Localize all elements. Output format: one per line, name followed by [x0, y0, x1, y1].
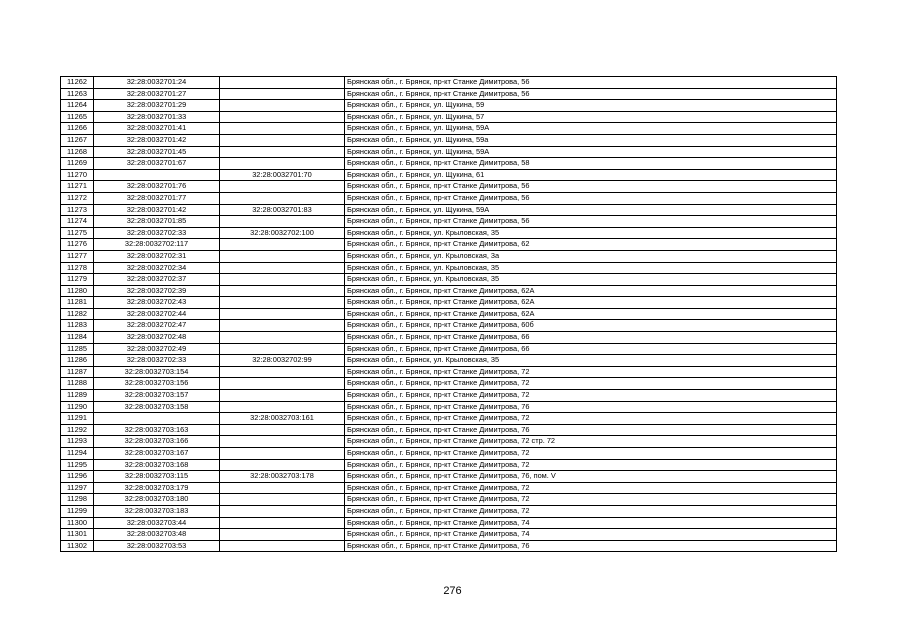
cadastral-number-cell	[94, 169, 220, 181]
related-cadastral-number-cell	[220, 401, 345, 413]
cadastral-number-cell: 32:28:0032703:48	[94, 529, 220, 541]
table-row	[61, 332, 837, 344]
row-number-cell: 11283	[61, 320, 94, 332]
cadastral-number-cell: 32:28:0032701:33	[94, 111, 220, 123]
table-row	[61, 146, 837, 158]
related-cadastral-number-cell	[220, 320, 345, 332]
table-row	[61, 390, 837, 402]
cadastral-number-cell: 32:28:0032702:37	[94, 274, 220, 286]
cadastral-number-cell: 32:28:0032701:67	[94, 158, 220, 170]
row-number-cell: 11289	[61, 390, 94, 402]
address-cell: Брянская обл., г. Брянск, пр-кт Станке Димитрова, 56	[345, 77, 837, 89]
row-number-cell: 11295	[61, 459, 94, 471]
row-number-cell: 11297	[61, 482, 94, 494]
related-cadastral-number-cell	[220, 482, 345, 494]
address-cell: Брянская обл., г. Брянск, пр-кт Станке Димитрова, 66	[345, 343, 837, 355]
row-number-cell: 11287	[61, 366, 94, 378]
table-row	[61, 471, 837, 483]
address-cell: Брянская обл., г. Брянск, пр-кт Станке Димитрова, 62А	[345, 308, 837, 320]
address-cell: Брянская обл., г. Брянск, ул. Щукина, 59А	[345, 204, 837, 216]
cadastral-number-cell: 32:28:0032703:180	[94, 494, 220, 506]
row-number-cell: 11291	[61, 413, 94, 425]
cadastral-number-cell: 32:28:0032703:44	[94, 517, 220, 529]
related-cadastral-number-cell	[220, 250, 345, 262]
table-row	[61, 494, 837, 506]
related-cadastral-number-cell	[220, 390, 345, 402]
address-cell: Брянская обл., г. Брянск, пр-кт Станке Димитрова, 72	[345, 482, 837, 494]
table-row	[61, 482, 837, 494]
related-cadastral-number-cell	[220, 88, 345, 100]
row-number-cell: 11285	[61, 343, 94, 355]
table-row	[61, 262, 837, 274]
cadastral-number-cell	[94, 413, 220, 425]
address-cell: Брянская обл., г. Брянск, ул. Щукина, 61	[345, 169, 837, 181]
related-cadastral-number-cell	[220, 100, 345, 112]
table-row	[61, 436, 837, 448]
cadastral-number-cell: 32:28:0032703:158	[94, 401, 220, 413]
cadastral-number-cell: 32:28:0032701:77	[94, 192, 220, 204]
table-row	[61, 378, 837, 390]
related-cadastral-number-cell	[220, 134, 345, 146]
row-number-cell: 11293	[61, 436, 94, 448]
cadastral-number-cell: 32:28:0032701:42	[94, 204, 220, 216]
cadastral-number-cell: 32:28:0032702:49	[94, 343, 220, 355]
related-cadastral-number-cell	[220, 239, 345, 251]
related-cadastral-number-cell	[220, 459, 345, 471]
related-cadastral-number-cell	[220, 378, 345, 390]
table-row	[61, 297, 837, 309]
cadastral-number-cell: 32:28:0032702:39	[94, 285, 220, 297]
row-number-cell: 11279	[61, 274, 94, 286]
row-number-cell: 11298	[61, 494, 94, 506]
row-number-cell: 11263	[61, 88, 94, 100]
row-number-cell: 11296	[61, 471, 94, 483]
related-cadastral-number-cell	[220, 111, 345, 123]
address-cell: Брянская обл., г. Брянск, пр-кт Станке Димитрова, 56	[345, 216, 837, 228]
row-number-cell: 11271	[61, 181, 94, 193]
address-cell: Брянская обл., г. Брянск, пр-кт Станке Димитрова, 58	[345, 158, 837, 170]
address-cell: Брянская обл., г. Брянск, пр-кт Станке Димитрова, 56	[345, 192, 837, 204]
row-number-cell: 11277	[61, 250, 94, 262]
table-row	[61, 343, 837, 355]
row-number-cell: 11276	[61, 239, 94, 251]
cadastral-number-cell: 32:28:0032701:45	[94, 146, 220, 158]
cadastral-number-cell: 32:28:0032702:117	[94, 239, 220, 251]
row-number-cell: 11265	[61, 111, 94, 123]
cadastral-number-cell: 32:28:0032702:33	[94, 355, 220, 367]
related-cadastral-number-cell: 32:28:0032701:83	[220, 204, 345, 216]
related-cadastral-number-cell	[220, 366, 345, 378]
cadastral-number-cell: 32:28:0032701:29	[94, 100, 220, 112]
related-cadastral-number-cell	[220, 158, 345, 170]
cadastral-number-cell: 32:28:0032702:47	[94, 320, 220, 332]
row-number-cell: 11274	[61, 216, 94, 228]
cadastral-number-cell: 32:28:0032703:179	[94, 482, 220, 494]
address-cell: Брянская обл., г. Брянск, ул. Щукина, 59А	[345, 123, 837, 135]
related-cadastral-number-cell: 32:28:0032701:70	[220, 169, 345, 181]
address-cell: Брянская обл., г. Брянск, пр-кт Станке Димитрова, 72	[345, 390, 837, 402]
address-cell: Брянская обл., г. Брянск, пр-кт Станке Димитрова, 62	[345, 239, 837, 251]
row-number-cell: 11278	[61, 262, 94, 274]
cadastral-number-cell: 32:28:0032703:168	[94, 459, 220, 471]
address-cell: Брянская обл., г. Брянск, пр-кт Станке Димитрова, 60б	[345, 320, 837, 332]
table-row	[61, 100, 837, 112]
row-number-cell: 11302	[61, 540, 94, 552]
table-row	[61, 158, 837, 170]
table-row	[61, 517, 837, 529]
address-cell: Брянская обл., г. Брянск, пр-кт Станке Димитрова, 62А	[345, 297, 837, 309]
row-number-cell: 11275	[61, 227, 94, 239]
row-number-cell: 11268	[61, 146, 94, 158]
related-cadastral-number-cell	[220, 529, 345, 541]
table-row	[61, 529, 837, 541]
related-cadastral-number-cell	[220, 262, 345, 274]
table-row	[61, 355, 837, 367]
table-row	[61, 250, 837, 262]
cadastral-number-cell: 32:28:0032703:115	[94, 471, 220, 483]
row-number-cell: 11269	[61, 158, 94, 170]
address-cell: Брянская обл., г. Брянск, пр-кт Станке Димитрова, 72	[345, 459, 837, 471]
address-cell: Брянская обл., г. Брянск, пр-кт Станке Димитрова, 72	[345, 378, 837, 390]
address-cell: Брянская обл., г. Брянск, пр-кт Станке Димитрова, 74	[345, 517, 837, 529]
page-number: 276	[443, 585, 462, 597]
related-cadastral-number-cell: 32:28:0032702:99	[220, 355, 345, 367]
row-number-cell: 11262	[61, 77, 94, 89]
address-cell: Брянская обл., г. Брянск, ул. Щукина, 59а	[345, 134, 837, 146]
cadastral-number-cell: 32:28:0032703:167	[94, 448, 220, 460]
address-cell: Брянская обл., г. Брянск, пр-кт Станке Димитрова, 72	[345, 413, 837, 425]
address-cell: Брянская обл., г. Брянск, пр-кт Станке Димитрова, 74	[345, 529, 837, 541]
row-number-cell: 11273	[61, 204, 94, 216]
table-row	[61, 308, 837, 320]
table-row	[61, 459, 837, 471]
row-number-cell: 11301	[61, 529, 94, 541]
table-row	[61, 204, 837, 216]
related-cadastral-number-cell	[220, 494, 345, 506]
row-number-cell: 11272	[61, 192, 94, 204]
cadastral-number-cell: 32:28:0032701:24	[94, 77, 220, 89]
table-row	[61, 239, 837, 251]
table-row	[61, 448, 837, 460]
row-number-cell: 11292	[61, 424, 94, 436]
table-row	[61, 181, 837, 193]
cadastral-number-cell: 32:28:0032701:41	[94, 123, 220, 135]
cadastral-register-table	[60, 76, 837, 552]
row-number-cell: 11300	[61, 517, 94, 529]
related-cadastral-number-cell: 32:28:0032703:178	[220, 471, 345, 483]
table-row	[61, 401, 837, 413]
cadastral-number-cell: 32:28:0032701:85	[94, 216, 220, 228]
table-row	[61, 366, 837, 378]
related-cadastral-number-cell	[220, 216, 345, 228]
address-cell: Брянская обл., г. Брянск, пр-кт Станке Димитрова, 72 стр. 72	[345, 436, 837, 448]
address-cell: Брянская обл., г. Брянск, пр-кт Станке Димитрова, 62А	[345, 285, 837, 297]
cadastral-number-cell: 32:28:0032703:163	[94, 424, 220, 436]
related-cadastral-number-cell: 32:28:0032703:161	[220, 413, 345, 425]
address-cell: Брянская обл., г. Брянск, пр-кт Станке Димитрова, 76, пом. V	[345, 471, 837, 483]
row-number-cell: 11280	[61, 285, 94, 297]
cadastral-number-cell: 32:28:0032702:34	[94, 262, 220, 274]
row-number-cell: 11267	[61, 134, 94, 146]
register-table-body	[61, 77, 837, 552]
table-row	[61, 123, 837, 135]
cadastral-number-cell: 32:28:0032703:154	[94, 366, 220, 378]
address-cell: Брянская обл., г. Брянск, ул. Крыловская, 3а	[345, 250, 837, 262]
address-cell: Брянская обл., г. Брянск, пр-кт Станке Димитрова, 76	[345, 424, 837, 436]
cadastral-number-cell: 32:28:0032702:43	[94, 297, 220, 309]
related-cadastral-number-cell: 32:28:0032702:100	[220, 227, 345, 239]
address-cell: Брянская обл., г. Брянск, ул. Крыловская, 35	[345, 355, 837, 367]
cadastral-number-cell: 32:28:0032703:183	[94, 505, 220, 517]
cadastral-number-cell: 32:28:0032702:44	[94, 308, 220, 320]
row-number-cell: 11290	[61, 401, 94, 413]
cadastral-number-cell: 32:28:0032702:33	[94, 227, 220, 239]
table-row	[61, 285, 837, 297]
address-cell: Брянская обл., г. Брянск, ул. Крыловская, 35	[345, 274, 837, 286]
row-number-cell: 11284	[61, 332, 94, 344]
table-row	[61, 320, 837, 332]
related-cadastral-number-cell	[220, 436, 345, 448]
row-number-cell: 11299	[61, 505, 94, 517]
row-number-cell: 11270	[61, 169, 94, 181]
related-cadastral-number-cell	[220, 77, 345, 89]
row-number-cell: 11266	[61, 123, 94, 135]
table-row	[61, 77, 837, 89]
related-cadastral-number-cell	[220, 285, 345, 297]
cadastral-number-cell: 32:28:0032701:76	[94, 181, 220, 193]
table-row	[61, 505, 837, 517]
cadastral-number-cell: 32:28:0032703:157	[94, 390, 220, 402]
related-cadastral-number-cell	[220, 123, 345, 135]
address-cell: Брянская обл., г. Брянск, пр-кт Станке Димитрова, 76	[345, 401, 837, 413]
address-cell: Брянская обл., г. Брянск, пр-кт Станке Димитрова, 56	[345, 181, 837, 193]
address-cell: Брянская обл., г. Брянск, ул. Щукина, 59А	[345, 146, 837, 158]
table-row	[61, 424, 837, 436]
cadastral-number-cell: 32:28:0032702:31	[94, 250, 220, 262]
table-row	[61, 227, 837, 239]
related-cadastral-number-cell	[220, 192, 345, 204]
related-cadastral-number-cell	[220, 343, 345, 355]
related-cadastral-number-cell	[220, 517, 345, 529]
address-cell: Брянская обл., г. Брянск, ул. Щукина, 57	[345, 111, 837, 123]
cadastral-number-cell: 32:28:0032701:27	[94, 88, 220, 100]
table-row	[61, 111, 837, 123]
address-cell: Брянская обл., г. Брянск, ул. Крыловская, 35	[345, 262, 837, 274]
related-cadastral-number-cell	[220, 505, 345, 517]
row-number-cell: 11264	[61, 100, 94, 112]
table-row	[61, 88, 837, 100]
address-cell: Брянская обл., г. Брянск, пр-кт Станке Димитрова, 56	[345, 88, 837, 100]
related-cadastral-number-cell	[220, 332, 345, 344]
cadastral-number-cell: 32:28:0032703:166	[94, 436, 220, 448]
table-row	[61, 134, 837, 146]
table-row	[61, 274, 837, 286]
address-cell: Брянская обл., г. Брянск, ул. Крыловская, 35	[345, 227, 837, 239]
table-row	[61, 540, 837, 552]
row-number-cell: 11286	[61, 355, 94, 367]
table-row	[61, 192, 837, 204]
cadastral-number-cell: 32:28:0032703:53	[94, 540, 220, 552]
cadastral-number-cell: 32:28:0032702:48	[94, 332, 220, 344]
related-cadastral-number-cell	[220, 297, 345, 309]
cadastral-number-cell: 32:28:0032703:156	[94, 378, 220, 390]
row-number-cell: 11281	[61, 297, 94, 309]
table-row	[61, 169, 837, 181]
address-cell: Брянская обл., г. Брянск, пр-кт Станке Димитрова, 72	[345, 494, 837, 506]
address-cell: Брянская обл., г. Брянск, пр-кт Станке Димитрова, 66	[345, 332, 837, 344]
related-cadastral-number-cell	[220, 540, 345, 552]
address-cell: Брянская обл., г. Брянск, пр-кт Станке Димитрова, 72	[345, 505, 837, 517]
table-row	[61, 216, 837, 228]
address-cell: Брянская обл., г. Брянск, пр-кт Станке Димитрова, 72	[345, 366, 837, 378]
row-number-cell: 11294	[61, 448, 94, 460]
related-cadastral-number-cell	[220, 448, 345, 460]
table-row	[61, 413, 837, 425]
address-cell: Брянская обл., г. Брянск, ул. Щукина, 59	[345, 100, 837, 112]
related-cadastral-number-cell	[220, 274, 345, 286]
cadastral-number-cell: 32:28:0032701:42	[94, 134, 220, 146]
related-cadastral-number-cell	[220, 308, 345, 320]
address-cell: Брянская обл., г. Брянск, пр-кт Станке Димитрова, 72	[345, 448, 837, 460]
related-cadastral-number-cell	[220, 146, 345, 158]
address-cell: Брянская обл., г. Брянск, пр-кт Станке Димитрова, 76	[345, 540, 837, 552]
related-cadastral-number-cell	[220, 181, 345, 193]
row-number-cell: 11288	[61, 378, 94, 390]
row-number-cell: 11282	[61, 308, 94, 320]
related-cadastral-number-cell	[220, 424, 345, 436]
